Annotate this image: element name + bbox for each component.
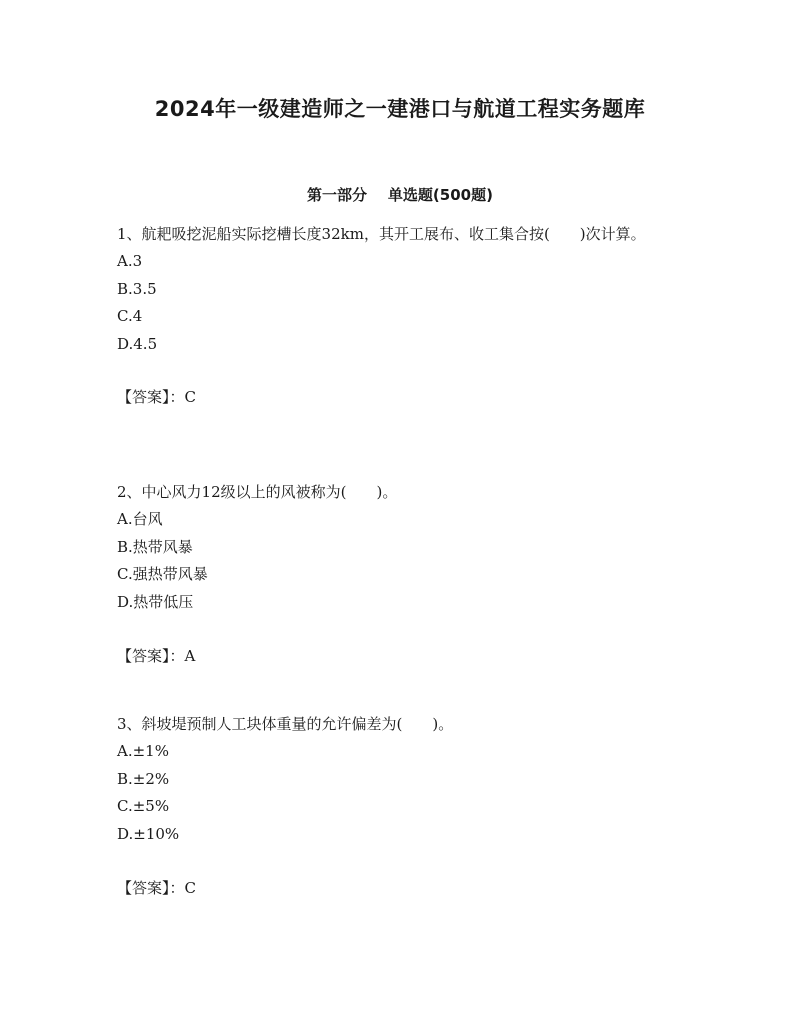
question-2 <box>117 479 687 670</box>
option-d: D.±10% <box>117 824 180 843</box>
option-b: B.±2% <box>117 769 170 788</box>
option-b: B.热带风暴 <box>117 537 193 556</box>
option-d: D.热带低压 <box>117 592 194 611</box>
question-stem: 1、航耙吸挖泥船实际挖槽长度32km，其开工展布、收工集合按( )次计算。 <box>117 225 646 243</box>
question-3 <box>117 711 687 902</box>
option-c: C.4 <box>117 307 143 325</box>
answer-line: 【答案】：C <box>117 879 196 897</box>
option-a: A.台风 <box>117 510 163 528</box>
document-title: 2024年一级建造师之一建港口与航道工程实务题库 <box>154 97 646 121</box>
question-stem: 3、斜坡堤预制人工块体重量的允许偏差为( )。 <box>117 715 454 733</box>
option-d: D.4.5 <box>117 334 158 353</box>
option-b: B.3.5 <box>117 279 157 298</box>
option-c: C.强热带风暴 <box>117 565 208 583</box>
section-title: 第一部分 单选题(500题) <box>307 186 493 204</box>
option-c: C.±5% <box>117 797 170 815</box>
answer-line: 【答案】：C <box>117 388 196 406</box>
question-stem: 2、中心风力12级以上的风被称为( )。 <box>117 483 398 501</box>
answer-line: 【答案】：A <box>117 647 196 665</box>
option-a: A.±1% <box>117 742 169 760</box>
question-1 <box>117 221 687 411</box>
option-a: A.3 <box>117 252 143 270</box>
